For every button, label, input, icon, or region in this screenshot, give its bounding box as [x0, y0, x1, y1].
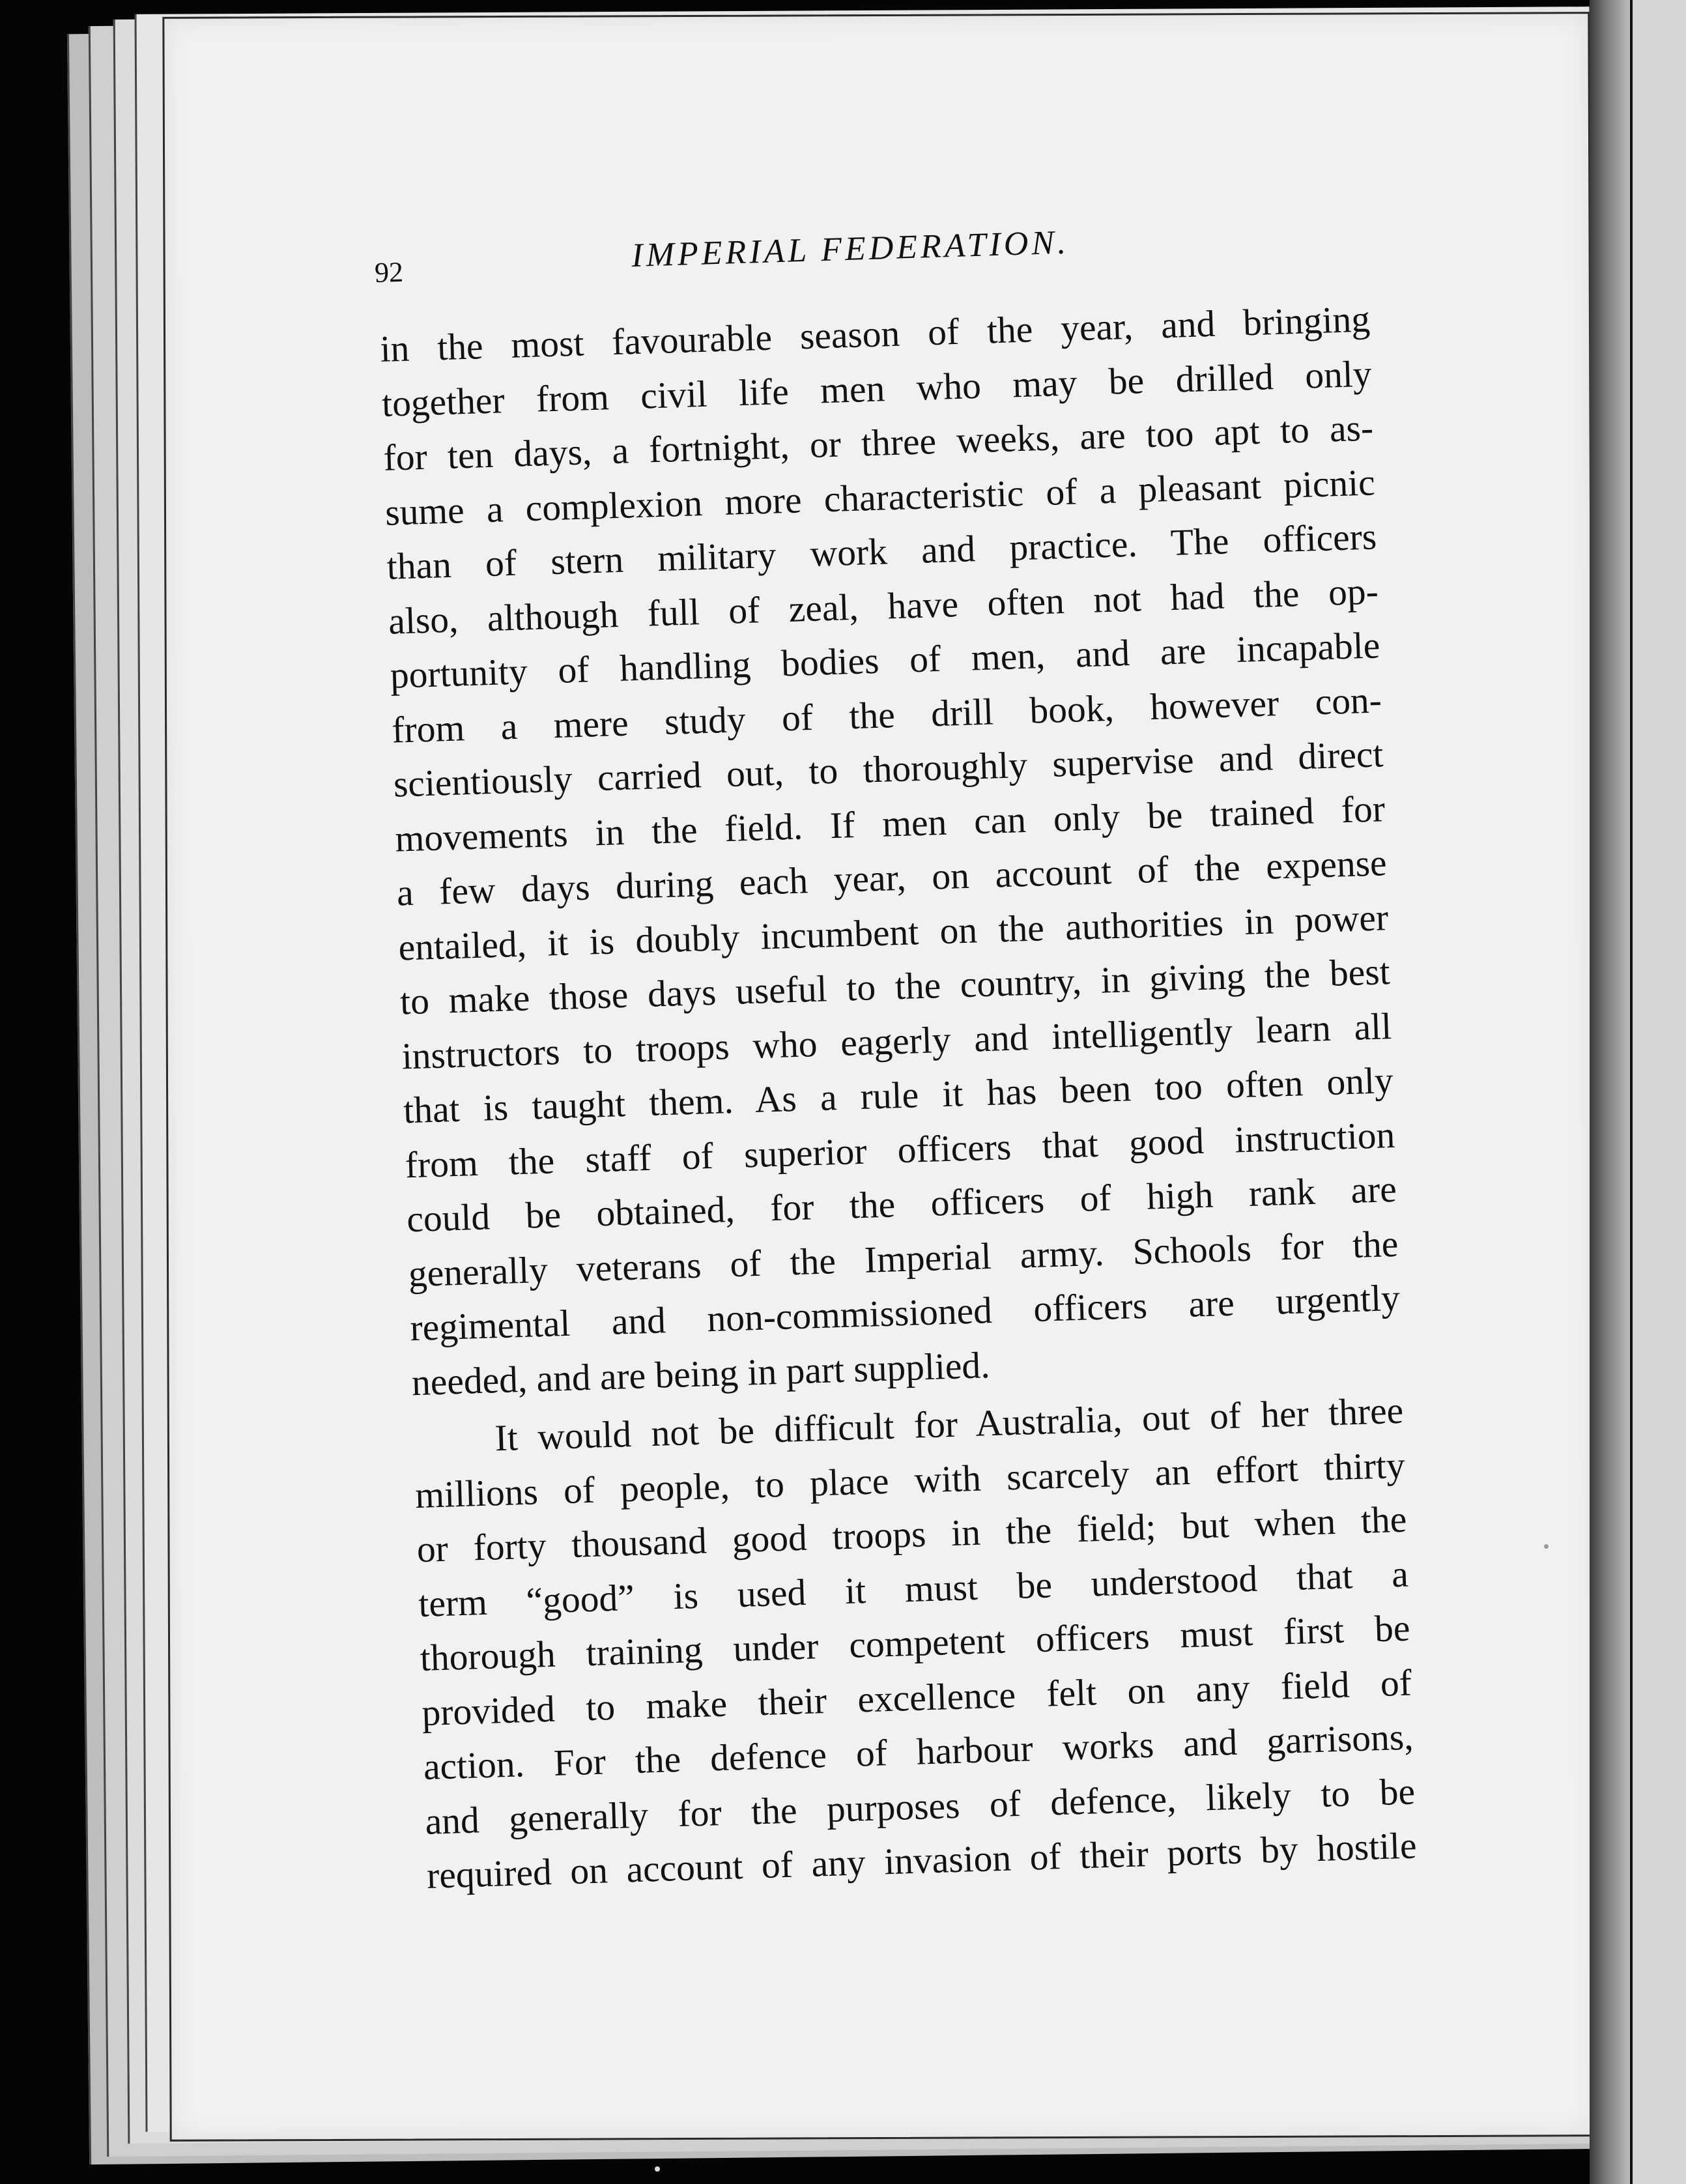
facing-page-edge: [1630, 0, 1686, 2184]
text-line: in the most favourable season of the year, and bringing: [379, 298, 1371, 370]
text-line: from a mere study of the drill book, however con-: [391, 679, 1382, 751]
text-line: could be obtained, for the officers of high rank are: [406, 1168, 1397, 1241]
dust-speck: [1544, 1544, 1549, 1549]
text-line: required on account of any invasion of their ports by hostile: [426, 1825, 1418, 1897]
text-line: scientiously carried out, to thoroughly supervise and direct: [393, 734, 1384, 805]
text-line: provided to make their excellence felt on any field of: [421, 1662, 1412, 1734]
text-line: movements in the field. If men can only be trained for: [394, 788, 1386, 860]
text-line: and generally for the purposes of defence, likely to be: [424, 1770, 1416, 1843]
dust-speck: [655, 2166, 660, 2172]
text-line: portunity of handling bodies of men, and are incapable: [389, 625, 1381, 697]
running-head: [374, 216, 1287, 290]
text-line: or forty thousand good troops in the field; but when the: [416, 1499, 1408, 1571]
text-line: generally veterans of the Imperial army. Schools for the: [407, 1223, 1399, 1295]
text-line: regimental and non-commissioned officers are urgently: [409, 1277, 1401, 1349]
text-line: for ten days, a fortnight, or three weeks, are too apt to as-: [382, 407, 1374, 479]
body-text: [379, 293, 1417, 1904]
text-line: a few days during each year, on account of the expense: [396, 842, 1388, 914]
book-page: [162, 12, 1597, 2142]
page-content: [136, 0, 1623, 2157]
running-head-title: IMPERIAL FEDERATION.: [631, 223, 1070, 275]
page-number: 92: [374, 255, 404, 289]
text-line: together from civil life men who may be drilled only: [381, 353, 1373, 425]
text-line: needed, and are being in part supplied.: [411, 1344, 991, 1403]
text-line: sume a complexion more characteristic of a pleasant picnic: [384, 461, 1376, 534]
text-line: action. For the defence of harbour works and garrisons,: [423, 1716, 1414, 1788]
text-line: It would not be difficult for Australia, out of her three: [494, 1390, 1405, 1459]
text-line: also, although full of zeal, have often not had the op-: [388, 570, 1379, 642]
text-line: term “good” is used it must be understood that a: [418, 1553, 1409, 1625]
text-line: thorough training under competent officers must first be: [420, 1607, 1411, 1679]
text-line: from the staff of superior officers that good instruction: [404, 1114, 1396, 1186]
text-line: millions of people, to place with scarcely an effort thirty: [414, 1444, 1406, 1516]
book-gutter: [1590, 0, 1630, 2184]
text-line: that is taught them. As a rule it has been too often only: [403, 1059, 1394, 1132]
text-line: entailed, it is doubly incumbent on the authorities in power: [397, 897, 1389, 969]
paragraph: [379, 293, 1402, 1411]
text-line: than of stern military work and practice. The officers: [386, 516, 1378, 588]
paragraph: [413, 1384, 1418, 1904]
text-line: to make those days useful to the country, in giving the best: [399, 951, 1391, 1023]
text-line: instructors to troops who eagerly and intelligently learn all: [401, 1005, 1393, 1077]
